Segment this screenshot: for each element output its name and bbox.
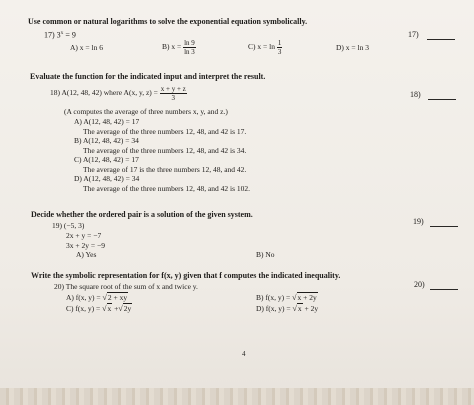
question-18 xyxy=(50,85,187,102)
q19-answer-label: 19) xyxy=(413,217,424,226)
q18-answer-label: 18) xyxy=(410,90,421,99)
question-17 xyxy=(44,30,76,40)
q20-choice-b-prefix: B) f(x, y) = xyxy=(256,293,291,302)
q18-choice-b-line1: B) A(12, 48, 42) = 34 xyxy=(74,136,139,145)
q18-choice-d-line1: D) A(12, 48, 42) = 34 xyxy=(74,174,140,183)
sqrt-icon: √ xyxy=(102,304,107,313)
q17-rhs: = 9 xyxy=(65,30,76,40)
q20-answer-label: 20) xyxy=(414,280,425,289)
sqrt-icon: √ xyxy=(118,304,123,313)
q18-frac-den: 3 xyxy=(171,94,176,102)
q20-choice-d-radicand: x xyxy=(297,304,302,313)
q18-choice-a-line1: A) A(12, 48, 42) = 17 xyxy=(74,117,140,126)
q17-choice-b-fraction xyxy=(183,39,196,56)
q19-choice-b: B) No xyxy=(256,250,275,259)
q17-choice-b xyxy=(162,39,196,56)
q19-choice-a: A) Yes xyxy=(76,250,97,259)
q17-choice-c-fraction xyxy=(277,39,283,56)
q20-choice-b xyxy=(256,293,318,302)
section2-instruction: Evaluate the function for the indicated input and interpret the result. xyxy=(30,72,266,81)
q19-eq2: 3x + 2y = −9 xyxy=(66,240,105,250)
section4-instruction: Write the symbolic representation for f(x, y) given that f computes the indicated inequality. xyxy=(31,271,341,280)
section1-instruction: Use common or natural logarithms to solve the exponential equation symbolically. xyxy=(28,17,308,26)
q20-answer-blank[interactable] xyxy=(430,289,458,290)
q18-answer-blank[interactable] xyxy=(428,99,456,100)
q17-choice-c-prefix: C) x = ln xyxy=(248,42,275,52)
sqrt-icon: √ xyxy=(102,293,107,302)
section3-instruction: Decide whether the ordered pair is a solution of the given system. xyxy=(31,210,253,219)
q17-choice-c-num: 1 xyxy=(277,39,282,47)
q17-choice-b-den: ln 3 xyxy=(184,48,195,56)
q18-fraction xyxy=(160,85,187,102)
q17-answer-label: 17) xyxy=(408,30,419,39)
q17-choice-c xyxy=(248,39,282,56)
q20-choice-d xyxy=(256,304,318,313)
q19-number: 19) (−5, 3) xyxy=(52,221,85,230)
q17-choice-d: D) x = ln 3 xyxy=(336,43,369,52)
q20-choice-c xyxy=(66,304,132,313)
q18-prefix: 18) A(12, 48, 42) where A(x, y, z) = xyxy=(50,88,158,98)
q17-choice-c-den: 3 xyxy=(277,48,282,56)
q20-choice-a-prefix: A) f(x, y) = xyxy=(66,293,101,302)
q20-choice-d-rest: + 2y xyxy=(304,304,319,313)
q19-system xyxy=(66,231,105,250)
q18-choices xyxy=(74,117,250,193)
q17-choice-a: A) x = ln 6 xyxy=(70,43,103,52)
q18-choice-a-line2: The average of the three numbers 12, 48, and 42 is 17. xyxy=(83,126,247,136)
q20-choice-d-prefix: D) f(x, y) = xyxy=(256,304,291,313)
q18-frac-num: x + y + z xyxy=(160,85,186,93)
q17-answer-blank[interactable] xyxy=(427,39,455,40)
q20-choice-b-radicand: x + 2y xyxy=(297,293,317,302)
q18-note: (A computes the average of three numbers x, y, and z.) xyxy=(64,107,228,116)
q17-choice-b-num: ln 9 xyxy=(184,39,195,47)
q20-choice-a xyxy=(66,293,128,302)
q19-eq1: 2x + y = −7 xyxy=(66,231,102,240)
sqrt-icon: √ xyxy=(292,293,297,302)
q17-choice-b-prefix: B) x = xyxy=(162,42,182,52)
q18-choice-d-line2: The average of the three numbers 12, 48, and 42 is 102. xyxy=(83,183,251,193)
q20-choice-c-radicand2: 2y xyxy=(123,304,132,313)
q19-answer-blank[interactable] xyxy=(430,226,458,227)
q18-choice-c-line1: C) A(12, 48, 42) = 17 xyxy=(74,155,139,164)
q17-number: 17) xyxy=(44,30,55,40)
q17-base: 3 xyxy=(56,30,61,40)
q20-choice-a-radicand: 2 + xy xyxy=(107,293,128,302)
page-number: 4 xyxy=(242,350,246,358)
q20-choice-c-prefix: C) f(x, y) = xyxy=(66,304,101,313)
q18-choice-c-line2: The average of 17 is the three numbers 12, 48, and 42. xyxy=(83,164,247,174)
q20-choice-c-plus: + xyxy=(114,304,119,313)
page-bottom-edge xyxy=(0,388,474,405)
q20-choice-c-radicand1: x xyxy=(107,304,112,313)
q17-exponent: x xyxy=(60,30,64,36)
sqrt-icon: √ xyxy=(292,304,297,313)
q20-text: 20) The square root of the sum of x and twice y. xyxy=(54,282,198,291)
q18-choice-b-line2: The average of the three numbers 12, 48, and 42 is 34. xyxy=(83,145,247,155)
